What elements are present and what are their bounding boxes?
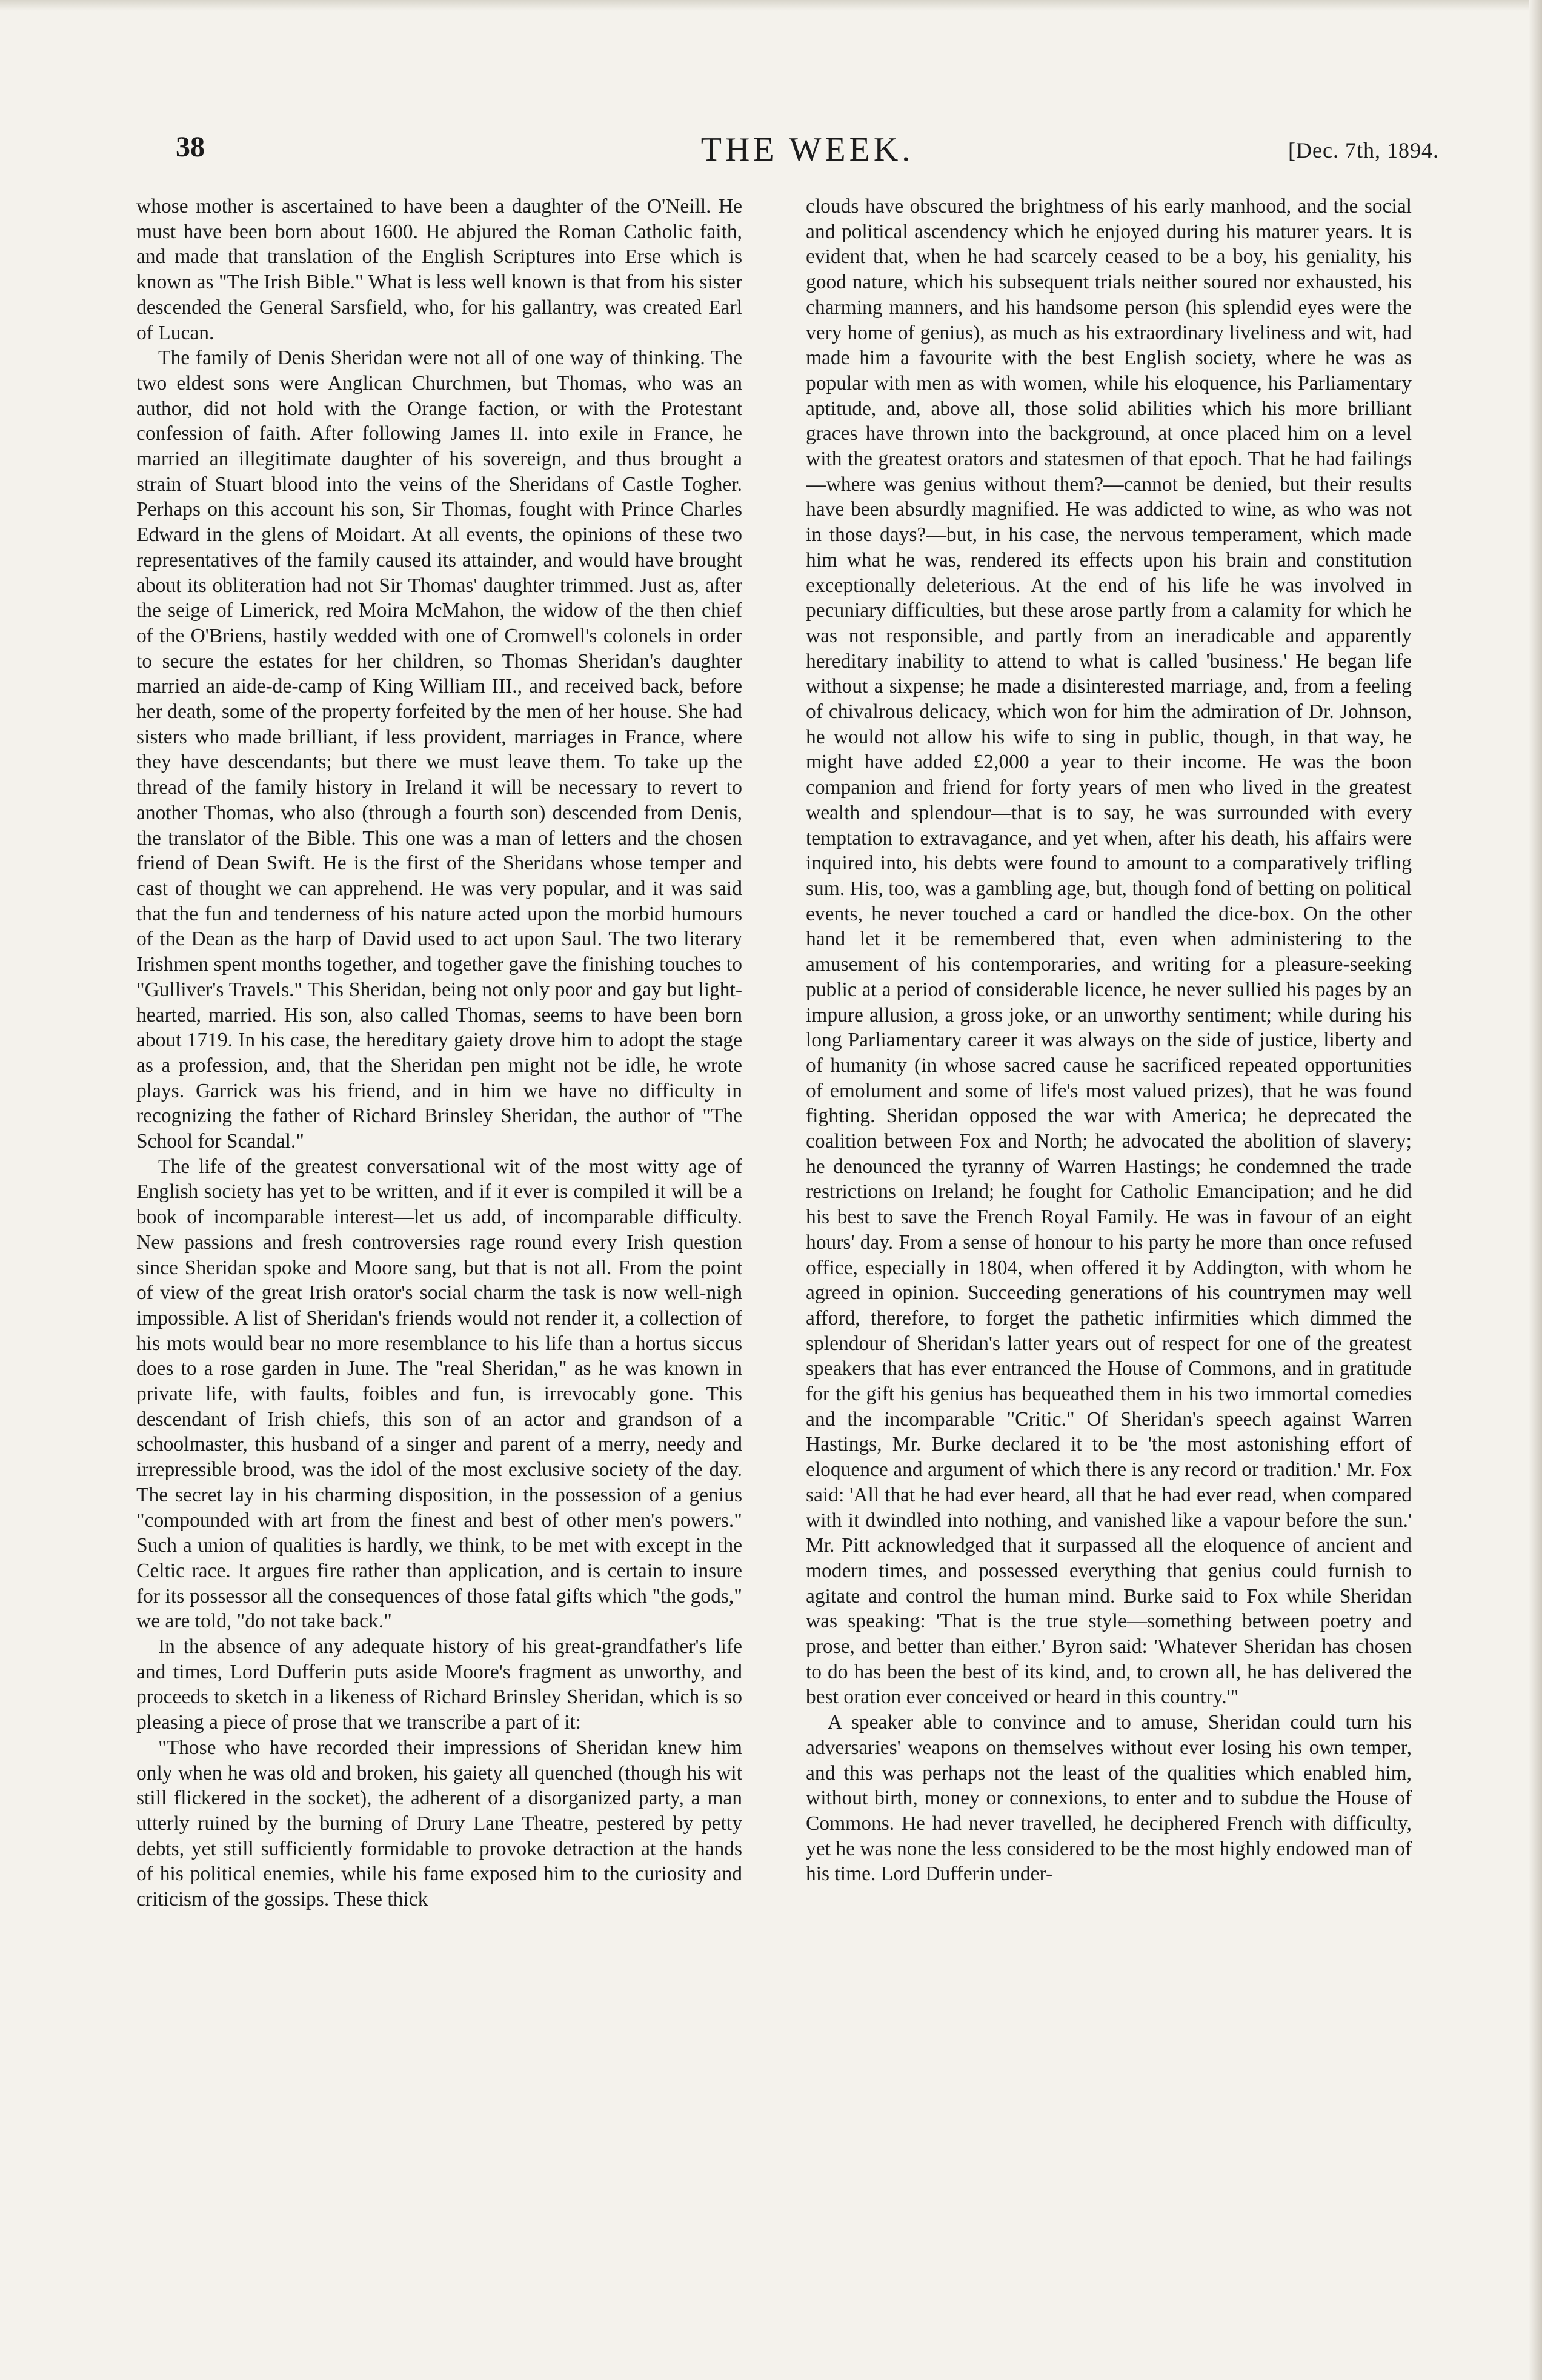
left-paragraph-5: "Those who have recorded their impressions of Sheridan knew him only when he was old and broken, his gaiety all quenched (though his wit still flickered in the socket), the adherent of a disorganized party, a man utterly ruined by the burning of Drury Lane Theatre, pestered by petty debts, yet still sufficiently formidable to provoke detraction at the hands of his political enemies, while his fame exposed him to the curiosity and criticism of the gossips. These thick	[136, 1736, 742, 1911]
right-paragraph-1: clouds have obscured the brightness of his early manhood, and the social and political ascendency which he enjoyed during his maturer years. It is evident that, when he had scarcely ceased to be a boy, his geniality, his good nature, which his subsequent trials neither soured nor exhausted, his charming manners, and his handsome person (his splendid eyes were the very home of genius), as much as his extraordinary liveliness and wit, had made him a favourite with the best English society, where he was as popular with men as with women, while his eloquence, his Parliamentary aptitude, and, above all, those solid abilities which his more brilliant graces have thrown into the background, at once placed him on a level with the greatest orators and statesmen of that epoch. That he had failings—where was genius without them?—cannot be denied, but their results have been absurdly magnified. He was addicted to wine, as who was not in those days?—but, in his case, the nervous temperament, which made him what he was, rendered its effects upon his brain and constitution exceptionally deleterious. At the end of his life he was involved in pecuniary difficulties, but these arose partly from a calamity for which he was not responsible, and partly from an ineradicable and apparently hereditary inability to attend to what is called 'business.' He began life without a sixpense; he made a disinterested marriage, and, from a feeling of chivalrous delicacy, which won for him the admiration of Dr. Johnson, he would not allow his wife to sing in public, though, in that way, he might have added £2,000 a year to their income. He was the boon companion and friend for forty years of men who lived in the greatest wealth and splendour—that is to say, he was surrounded with every temptation to extravagance, and yet when, after his death, his affairs were inquired into, his debts were found to amount to a comparatively trifling sum. His, too, was a gambling age, but, though fond of betting on political events, he never touched a card or handled the dice-box. On the other hand let it be remembered that, even when administering to the amusement of his contemporaries, and writing for a pleasure-seeking public at a period of considerable licence, he never sullied his pages by an impure allusion, a gross joke, or an unworthy sentiment; while during his long Parliamentary career it was always on the side of justice, liberty and of humanity (in whose sacred cause he sacrificed repeated opportunities of emolument and some of life's most valued prizes), that he was found fighting. Sheridan opposed the war with America; he deprecated the coalition between Fox and North; he advocated the abolition of slavery; he denounced the tyranny of Warren Hastings; he condemned the trade restrictions on Ireland; he fought for Catholic Emancipation; and he did his best to save the French Royal Family. He was in favour of an eight hours' day. From a sense of honour to his party he more than once refused office, especially in 1804, when offered it by Addington, with whom he agreed in opinion. Succeeding generations of his countrymen may well afford, therefore, to forget the pathetic infirmities which dimmed the splendour of Sheridan's latter years out of respect for one of the greatest speakers that has ever entranced the House of Commons, and in gratitude for the gift his genius has bequeathed them in his two immortal comedies and the incomparable "Critic." Of Sheridan's speech against Warren Hastings, Mr. Burke declared it to be 'the most astonishing effort of eloquence and argument of which there is any record or tradition.' Mr. Fox said: 'All that he had ever heard, all that he had ever read, when compared with it dwindled into nothing, and vanished like a vapour before the sun.' Mr. Pitt acknowledged that it surpassed all the eloquence of ancient and modern times, and possessed everything that genius could furnish to agitate and control the human mind. Burke said to Fox while Sheridan was speaking: 'That is the true style—something between poetry and prose, and better than either.' Byron said: 'Whatever Sheridan has chosen to do has been the best of its kind, and, to crown all, he has delivered the best oration ever conceived or heard in this country.'"	[806, 195, 1412, 1709]
left-paragraph-3: The life of the greatest conversational wit of the most witty age of English society has yet to be written, and if it ever is compiled it will be a book of incomparable interest—let us add, of incomparable difficulty. New passions and fresh controversies rage round every Irish question since Sheridan spoke and Moore sang, but that is not all. From the point of view of the great Irish orator's social charm the task is now well-nigh impossible. A list of Sheridan's friends would not render it, a collection of his mots would bear no more resemblance to his life than a hortus siccus does to a rose garden in June. The "real Sheridan," as he was known in private life, with faults, foibles and fun, is irrevocably gone. This descendant of Irish chiefs, this son of an actor and grandson of a schoolmaster, this husband of a singer and parent of a merry, needy and irrepressible brood, was the idol of the most exclusive society of the day. The secret lay in his charming disposition, in the possession of a genius "compounded with art from the finest and best of other men's powers." Such a union of qualities is hardly, we think, to be met with except in the Celtic race. It argues fire rather than application, and is certain to insure for its possessor all the consequences of those fatal gifts which "the gods," we are told, "do not take back."	[136, 1155, 742, 1633]
left-paragraph-1: whose mother is ascertained to have been a daughter of the O'Neill. He must have been born about 1600. He abjured the Roman Catholic faith, and made that translation of the English Scriptures into Erse which is known as "The Irish Bible." What is less well known is that from his sister descended the General Sarsfield, who, for his gallantry, was created Earl of Lucan.	[136, 195, 742, 344]
page-number: 38	[176, 131, 205, 163]
right-column	[806, 194, 1412, 2339]
journal-title: THE WEEK.	[700, 131, 914, 168]
left-paragraph-4: In the absence of any adequate history of his great-grandfather's life and times, Lord Dufferin puts aside Moore's fragment as unworthy, and proceeds to sketch in a likeness of Richard Brinsley Sheridan, which is so pleasing a piece of prose that we transcribe a part of it:	[136, 1635, 742, 1734]
left-column	[136, 194, 742, 2339]
page-header	[176, 130, 1439, 173]
right-paragraph-2: A speaker able to convince and to amuse, Sheridan could turn his adversaries' weapons on themselves without ever losing his own temper, and this was perhaps not the least of the qualities which enabled him, without birth, money or connexions, to enter and to subdue the House of Commons. He had never travelled, he deciphered French with difficulty, yet he was none the less considered to be the most highly endowed man of his time. Lord Dufferin under-	[806, 1711, 1412, 1886]
page-top-edge	[0, 0, 1542, 11]
page-right-edge	[1529, 0, 1542, 2380]
left-paragraph-2: The family of Denis Sheridan were not all of one way of thinking. The two eldest sons were Anglican Churchmen, but Thomas, who was an author, did not hold with the Orange faction, or with the Protestant confession of faith. After following James II. into exile in France, he married an illegitimate daughter of his sovereign, and thus brought a strain of Stuart blood into the veins of the Sheridans of Castle Togher. Perhaps on this account his son, Sir Thomas, fought with Prince Charles Edward in the glens of Moidart. At all events, the opinions of these two representatives of the family caused its attainder, and would have brought about its obliteration had not Sir Thomas' daughter trimmed. Just as, after the seige of Limerick, red Moira McMahon, the widow of the then chief of the O'Briens, hastily wedded with one of Cromwell's colonels in order to secure the estates for her children, so Thomas Sheridan's daughter married an aide-de-camp of King William III., and received back, before her death, some of the property forfeited by the men of her house. She had sisters who made brilliant, if less provident, marriages in France, where they have descendants; but there we must leave them. To take up the thread of the family history in Ireland it will be necessary to revert to another Thomas, who also (through a fourth son) descended from Denis, the translator of the Bible. This one was a man of letters and the chosen friend of Dean Swift. He is the first of the Sheridans whose temper and cast of thought we can apprehend. He was very popular, and it was said that the fun and tenderness of his nature acted upon the morbid humours of the Dean as the harp of David used to act upon Saul. The two literary Irishmen spent months together, and together gave the finishing touches to "Gulliver's Travels." This Sheridan, being not only poor and gay but light-hearted, married. His son, also called Thomas, seems to have been born about 1719. In his case, the hereditary gaiety drove him to adopt the stage as a profession, and, that the Sheridan pen might not be idle, he wrote plays. Garrick was his friend, and in him we have no difficulty in recognizing the father of Richard Brinsley Sheridan, the author of "The School for Scandal."	[136, 347, 742, 1153]
issue-date: [Dec. 7th, 1894.	[1288, 138, 1439, 162]
